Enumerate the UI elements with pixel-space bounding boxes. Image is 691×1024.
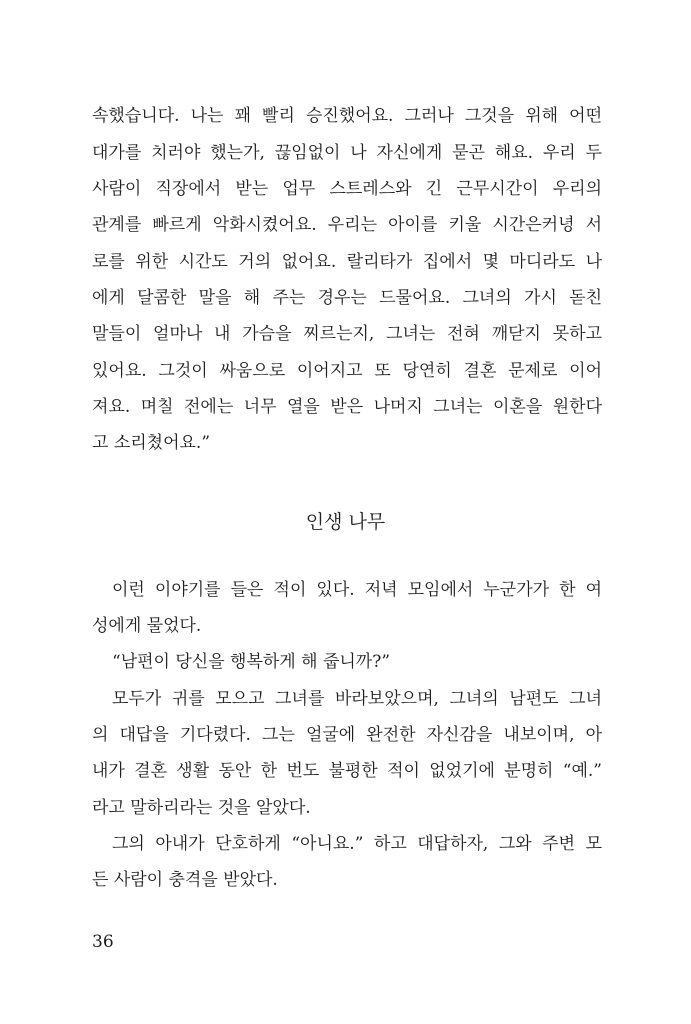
body-text-line: 로를 위한 시간도 거의 없어요. 랄리타가 집에서 몇 마디라도 나 (92, 252, 602, 272)
body-text-line: 의 대답을 기다렸다. 그는 얼굴에 완전한 자신감을 내보이며, 아 (92, 725, 602, 745)
body-text-line: 고 소리쳤어요.” (92, 433, 211, 453)
body-text-line: 속했습니다. 나는 꽤 빨리 승진했어요. 그러나 그것을 위해 어떤 (92, 106, 602, 126)
body-text-line: 에게 달콤한 말을 해 주는 경우는 드물어요. 그녀의 가시 돋친 (92, 288, 602, 308)
body-text-line: 대가를 치러야 했는가, 끊임없이 나 자신에게 묻곤 해요. 우리 두 (92, 143, 602, 163)
page-number: 36 (92, 932, 114, 952)
body-text-line: 져요. 며칠 전에는 너무 열을 받은 나머지 그녀는 이혼을 원한다 (92, 397, 602, 417)
body-text-line: 그의 아내가 단호하게 “아니요.” 하고 대답하자, 그와 주변 모 (112, 834, 602, 854)
body-text-line: 내가 결혼 생활 동안 한 번도 불평한 적이 없었기에 분명히 “예.” (92, 761, 602, 781)
body-text-line: 사람이 직장에서 받는 업무 스트레스와 긴 근무시간이 우리의 (92, 179, 602, 199)
body-text-line: 성에게 물었다. (92, 616, 202, 636)
body-text-line: 모두가 귀를 모으고 그녀를 바라보았으며, 그녀의 남편도 그녀 (112, 689, 602, 709)
body-text-line: 관계를 빠르게 악화시켰어요. 우리는 아이를 키울 시간은커녕 서 (92, 215, 602, 235)
dialogue-line: “남편이 당신을 행복하게 해 줍니까?” (112, 652, 391, 672)
body-text-line: 이런 이야기를 들은 적이 있다. 저녁 모임에서 누군가가 한 여 (112, 580, 602, 600)
body-text-line: 있어요. 그것이 싸움으로 이어지고 또 당연히 결혼 문제로 이어 (92, 361, 602, 381)
body-text-line: 말들이 얼마나 내 가슴을 찌르는지, 그녀는 전혀 깨닫지 못하고 (92, 324, 602, 344)
body-text-line: 라고 말하리라는 것을 알았다. (92, 798, 311, 818)
section-heading: 인생 나무 (305, 511, 386, 533)
body-text-line: 든 사람이 충격을 받았다. (92, 870, 278, 890)
